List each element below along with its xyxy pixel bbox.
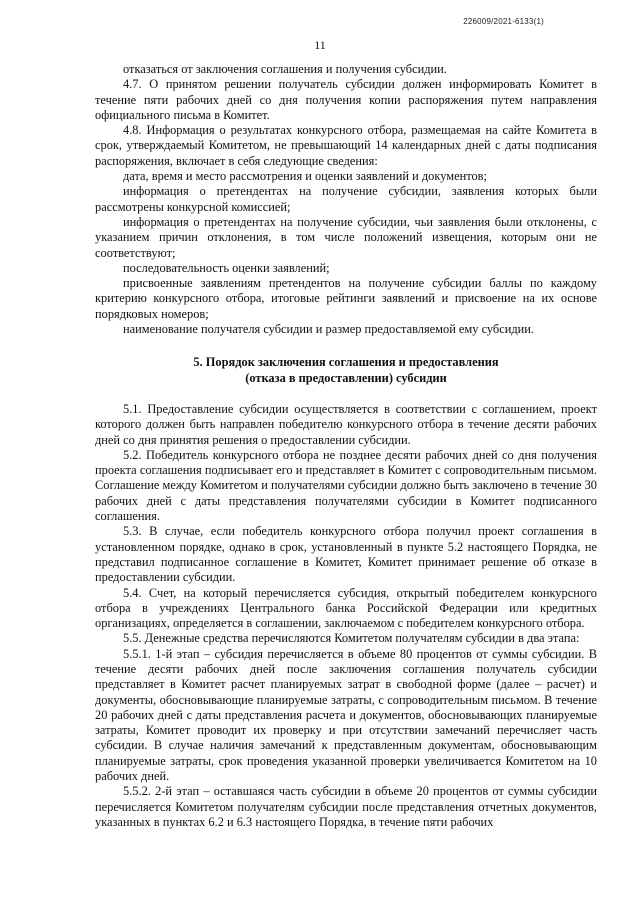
paragraph: дата, время и место рассмотрения и оценки заявлений и документов; (123, 169, 487, 184)
paragraph: присвоенные заявлениям претендентов на получение субсидии баллы по каждому критерию конкурсного отбора, итоговые рейтинги заявлений и присвоение на их основе порядковых номеров; (95, 276, 597, 321)
paragraph: 5.5.1. 1-й этап – субсидия перечисляется в объеме 80 процентов от суммы субсидии. В течение десяти рабочих дней после заключения соглашения получатель субсидии представляет в Комитет расчет планируемых затрат в свободной форме (далее – расчет) и документы, обосновывающие планируемые затраты, с сопроводительным письмом. В течение 20 рабочих дней с даты представления расчета и документов, обосновывающих планируемые затраты, Комитет проводит их проверку и при отсутствии замечаний перечисляет часть субсидии. В случае наличия замечаний к представленным документам, обосновывающим планируемые затраты, срок проведения указанной проверки увеличивается Комитетом на 10 рабочих дней. (95, 646, 597, 784)
paragraph: 4.8. Информация о результатах конкурсного отбора, размещаемая на сайте Комитета в срок, утверждаемый Комитетом, не превышающий 14 календарных дней с даты подписания распоряжения, включает в себя следующие сведения: (95, 123, 597, 168)
paragraph: 5.3. В случае, если победитель конкурсного отбора получил проект соглашения в установленном порядке, однако в срок, установленный в пункте 5.2 настоящего Порядка, не представил подписанное соглашение в Комитет, Комитет принимает решение об отказе в предоставлении субсидии. (95, 524, 597, 585)
paragraph: 5.1. Предоставление субсидии осуществляется в соответствии с соглашением, проект которого должен быть направлен победителю конкурсного отбора в течение десяти рабочих дней со дня принятия решения о предоставлении субсидии. (95, 401, 597, 447)
document-id: 226009/2021-6133(1) (463, 17, 544, 26)
page-number: 11 (314, 38, 326, 52)
paragraph: информация о претендентах на получение субсидии, заявления которых были рассмотрены конкурсной комиссией; (95, 184, 597, 214)
section-heading (95, 355, 597, 386)
paragraph: 4.7. О принятом решении получатель субсидии должен информировать Комитет в течение пяти рабочих дней со дня получения копии распоряжения путем направления официального письма в Комитет. (95, 77, 597, 122)
document-body (95, 62, 597, 830)
paragraph: 5.4. Счет, на который перечисляется субсидия, открытый победителем конкурсного отбора в учреждениях Центрального банка Российской Федерации или кредитных организациях, определяется в соглашении, заключаемом с победителем конкурсного отбора. (95, 585, 597, 631)
paragraph: последовательность оценки заявлений; (123, 260, 330, 275)
paragraph: 5.5. Денежные средства перечисляются Комитетом получателям субсидии в два этапа: (123, 631, 580, 646)
paragraph: наименование получателя субсидии и размер предоставляемой ему субсидии. (123, 322, 535, 337)
section-heading-line: (отказа в предоставлении) субсидии (245, 370, 447, 385)
paragraph: 5.2. Победитель конкурсного отбора не позднее десяти рабочих дней со дня получения проекта соглашения подписывает его и представляет в Комитет с сопроводительным письмом. Соглашение между Комитетом и получателями субсидии должно быть заключено в течение 30 рабочих дней с даты представления получателями субсидии в Комитет подписанного соглашения. (95, 447, 597, 524)
paragraph: информация о претендентах на получение субсидии, чьи заявления были отклонены, с указанием причин отклонения, в том числе положений извещения, которым они не соответствуют; (95, 214, 597, 260)
paragraph: 5.5.2. 2-й этап – оставшаяся часть субсидии в объеме 20 процентов от суммы субсидии перечисляется Комитетом получателям субсидии после представления отчетных документов, указанных в пунктах 6.2 и 6.3 настоящего Порядка, в течение пяти рабочих (95, 784, 597, 829)
paragraph: отказаться от заключения соглашения и получения субсидии. (123, 62, 447, 76)
section-heading-line: 5. Порядок заключения соглашения и предоставления (193, 355, 499, 370)
